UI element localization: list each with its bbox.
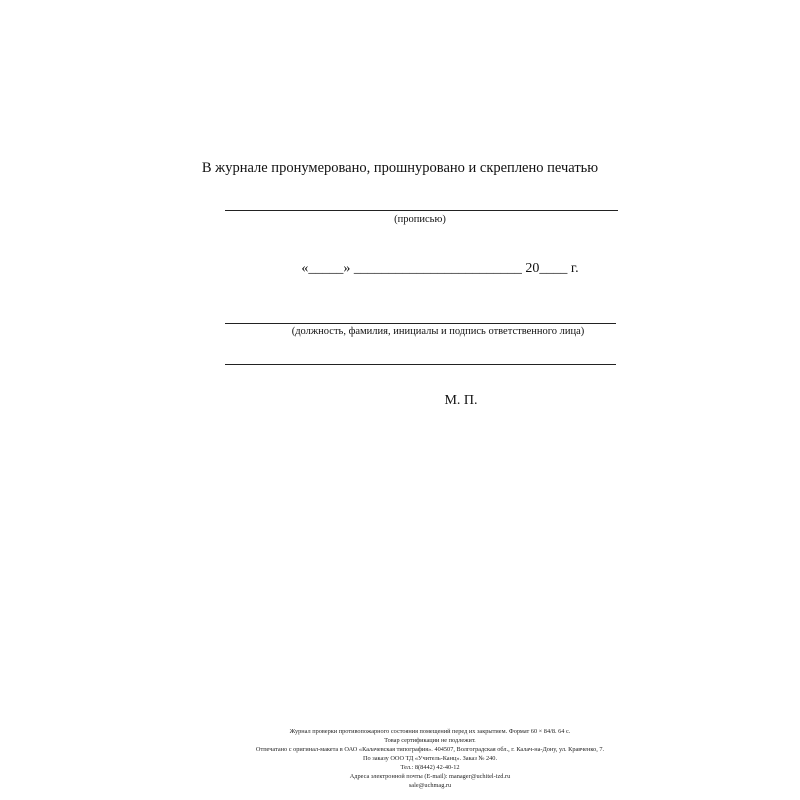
stamp-mark: М. П. (444, 393, 478, 408)
signer-caption: (должность, фамилия, инициалы и подпись ответственного лица) (291, 326, 585, 337)
extra-signer-line (225, 364, 616, 365)
imprint-line: Отпечатано с оригинал-макета в ОАО «Калачевская типография». 404507, Волгоградская обл., г. Калач-на-Дону, ул. Кравченко, 7. (255, 746, 605, 753)
page-heading: В журнале пронумеровано, прошнуровано и скреплено печатью (201, 160, 599, 176)
imprint-line: Тел.: 8(8442) 42-40-12 (400, 764, 460, 771)
count-line (225, 210, 618, 211)
imprint-block (0, 727, 800, 790)
imprint-line: Адреса электронной почты (E-mail): manager@uchitel-izd.ru (349, 773, 511, 780)
imprint-line: sale@uchmag.ru (408, 782, 452, 789)
imprint-line: Товар сертификации не подлежит. (384, 737, 476, 744)
imprint-line: По заказу ООО ТД «Учитель-Канц». Заказ № 240. (362, 755, 498, 762)
imprint-line: Журнал проверки противопожарного состояния помещений перед их закрытием. Формат 60 × 84/8. 64 с. (289, 728, 571, 735)
signer-line (225, 323, 616, 324)
count-caption: (прописью) (394, 214, 446, 225)
date-line: «_____» ________________________ 20____ г. (301, 261, 579, 276)
